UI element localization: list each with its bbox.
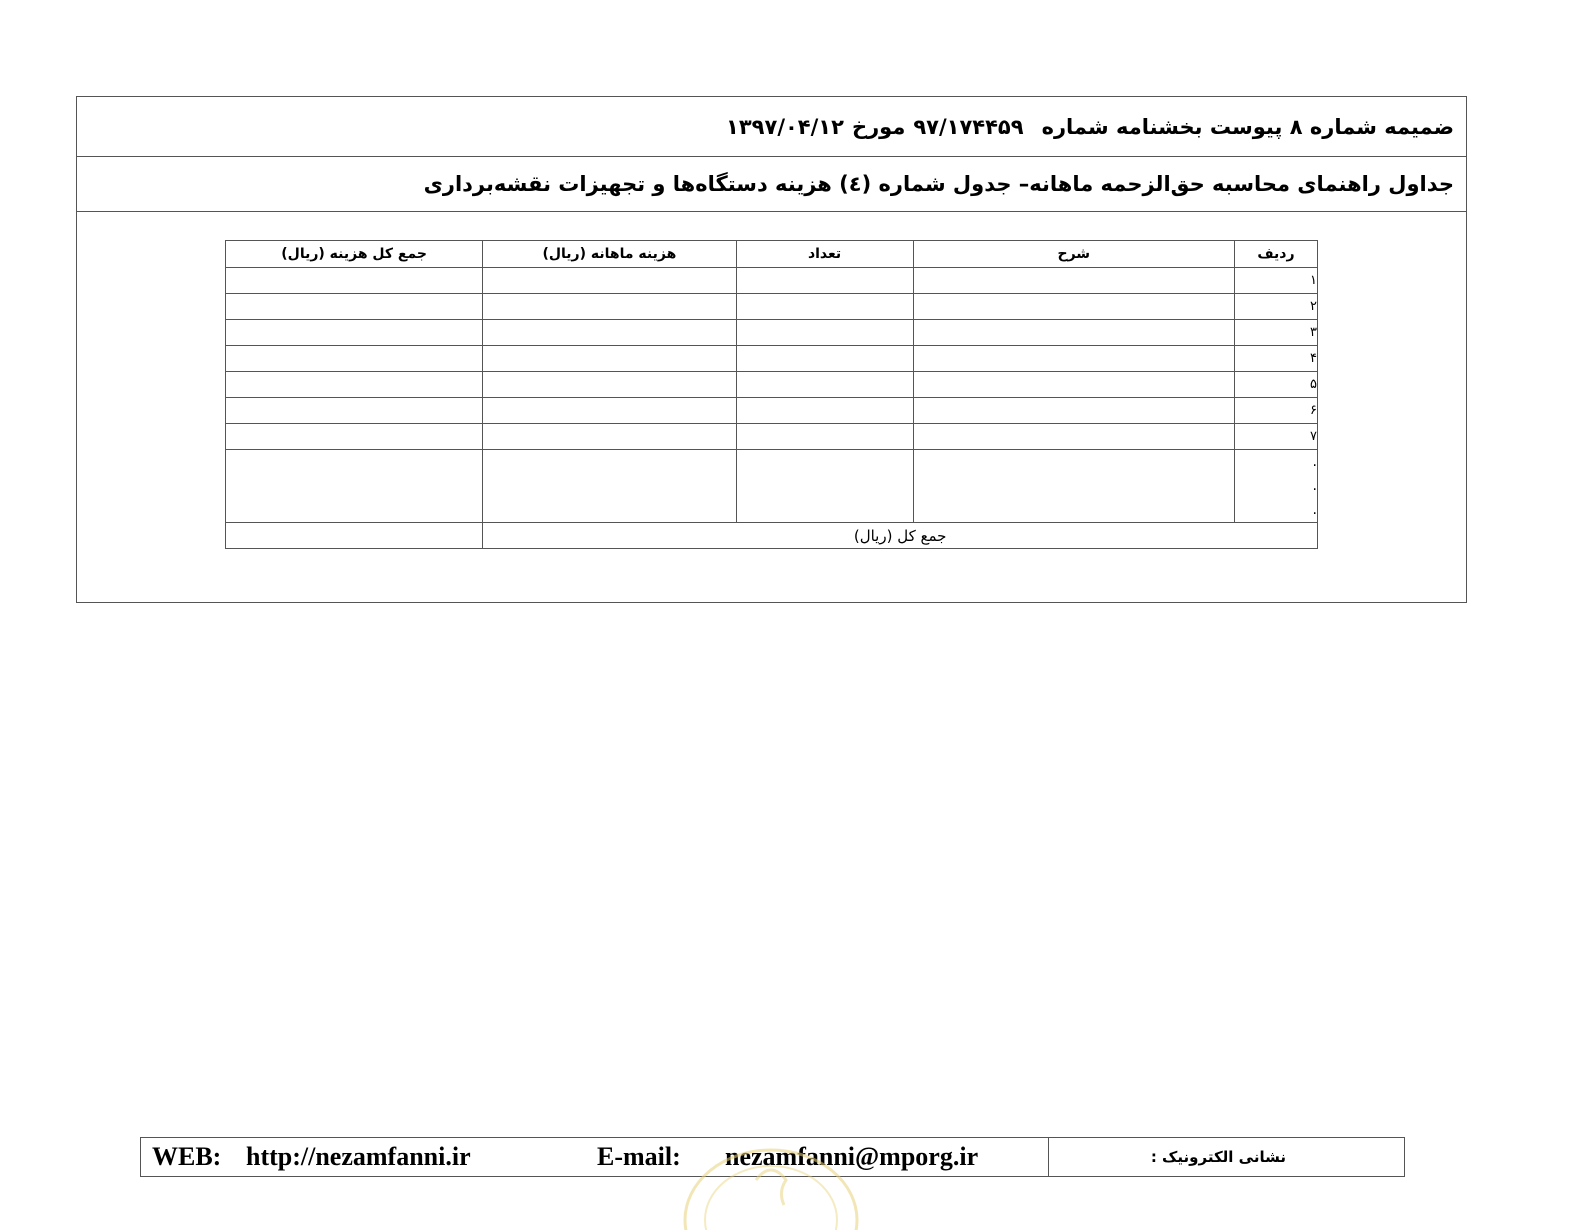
row-number: ۷ xyxy=(1234,424,1317,450)
col-header-total-cost: جمع کل هزینه (ریال) xyxy=(226,241,483,268)
email-label: E-mail: xyxy=(597,1142,681,1171)
cell-description xyxy=(913,346,1234,372)
cell-monthly-cost xyxy=(483,398,736,424)
cell-total-cost xyxy=(226,268,483,294)
cell-description xyxy=(913,372,1234,398)
cell-description xyxy=(913,268,1234,294)
cell-count xyxy=(736,320,913,346)
total-label: جمع کل (ریال) xyxy=(483,523,1318,549)
table-row xyxy=(226,346,1318,372)
cell-count xyxy=(736,346,913,372)
continuation-dot: . xyxy=(1312,502,1317,518)
table-row xyxy=(226,268,1318,294)
cell-count xyxy=(736,294,913,320)
col-header-monthly-cost: هزینه ماهانه (ریال) xyxy=(483,241,736,268)
web-label: WEB: xyxy=(152,1142,222,1171)
row-number: ۳ xyxy=(1234,320,1317,346)
row-number: ۱ xyxy=(1234,268,1317,294)
total-value-cell xyxy=(226,523,483,549)
col-header-count: تعداد xyxy=(736,241,913,268)
cell-description xyxy=(913,320,1234,346)
footer-address-label-cell xyxy=(1049,1138,1404,1176)
footer-contact xyxy=(141,1138,1049,1176)
cell-monthly-cost xyxy=(483,346,736,372)
cell-description xyxy=(913,398,1234,424)
col-header-row-number: ردیف xyxy=(1234,241,1317,268)
address-label: نشانی الکترونیک : xyxy=(1150,1148,1286,1166)
table-row xyxy=(226,372,1318,398)
table-header-row xyxy=(226,241,1318,268)
cell-total-cost xyxy=(226,372,483,398)
table-row xyxy=(226,424,1318,450)
circular-date: ۱۳۹۷/۰۴/۱۲ xyxy=(726,114,844,139)
cell-total-cost xyxy=(226,346,483,372)
row-number: ۶ xyxy=(1234,398,1317,424)
cell-monthly-cost xyxy=(483,424,736,450)
cell-total-cost xyxy=(226,320,483,346)
cell-monthly-cost xyxy=(483,320,736,346)
header-line-1 xyxy=(77,97,1466,157)
header-line-2 xyxy=(77,157,1466,212)
continuation-dot: . xyxy=(1312,478,1317,494)
cell-total-cost xyxy=(226,450,483,523)
cell-total-cost xyxy=(226,398,483,424)
row-number: ۴ xyxy=(1234,346,1317,372)
cell-monthly-cost xyxy=(483,268,736,294)
row-number: ۵ xyxy=(1234,372,1317,398)
table-row xyxy=(226,294,1318,320)
table-title: جداول راهنمای محاسبه حق‌الزحمه ماهانه– جدول شماره (٤) هزینه دستگاه‌ها و تجهیزات نقشه‌برداری xyxy=(423,172,1454,196)
cell-count xyxy=(736,450,913,523)
cell-description xyxy=(913,424,1234,450)
table-row xyxy=(226,398,1318,424)
document-frame xyxy=(76,96,1467,603)
table-row xyxy=(226,320,1318,346)
cell-count xyxy=(736,398,913,424)
cell-description xyxy=(913,294,1234,320)
row-number: ۲ xyxy=(1234,294,1317,320)
cell-total-cost xyxy=(226,424,483,450)
cell-count xyxy=(736,372,913,398)
seal-watermark xyxy=(676,1140,866,1230)
continuation-dot: . xyxy=(1312,454,1317,470)
table-total-row xyxy=(226,523,1318,549)
cell-count xyxy=(736,424,913,450)
cell-count xyxy=(736,268,913,294)
cell-monthly-cost xyxy=(483,372,736,398)
cell-monthly-cost xyxy=(483,294,736,320)
table-row-continuation xyxy=(226,450,1318,523)
date-label: مورخ xyxy=(851,114,906,139)
cell-monthly-cost xyxy=(483,450,736,523)
web-url[interactable]: http://nezamfanni.ir xyxy=(246,1142,471,1171)
continuation-dots xyxy=(1234,450,1317,523)
circular-number: ۹۷/۱۷۴۴۵۹ xyxy=(913,114,1024,139)
header-title: ضمیمه شماره ۸ پیوست بخشنامه شماره xyxy=(1041,114,1454,139)
email-address[interactable]: nezamfanni@mporg.ir xyxy=(725,1142,979,1171)
col-header-description: شرح xyxy=(913,241,1234,268)
cell-description xyxy=(913,450,1234,523)
cell-total-cost xyxy=(226,294,483,320)
cost-table xyxy=(225,240,1318,549)
